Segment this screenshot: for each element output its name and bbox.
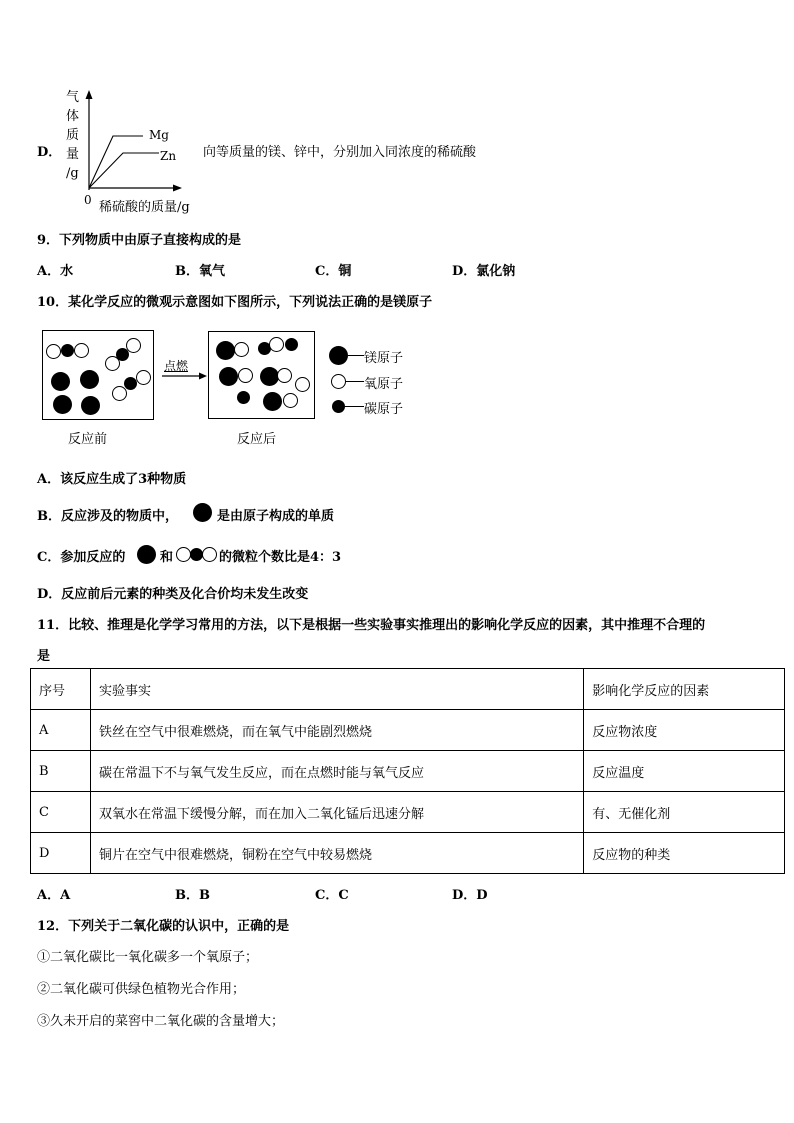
magnesium-atom: [219, 367, 238, 386]
table-cell: 反应物浓度: [584, 710, 785, 751]
oxygen-atom-icon: [176, 547, 191, 562]
legend-line: [348, 355, 364, 356]
q10-option-a[interactable]: A．该反应生成了3种物质: [37, 472, 187, 487]
q11-option-a[interactable]: A．A: [37, 888, 71, 903]
q12-item-3: ③久未开启的菜窖中二氧化碳的含量增大；: [37, 1014, 285, 1029]
ylabel-char: 量: [66, 147, 80, 162]
q11-option-c[interactable]: C．C: [315, 888, 349, 903]
after-label: 反应后: [237, 432, 277, 447]
oxygen-atom: [136, 370, 151, 385]
q10-stem: 10．某化学反应的微观示意图如下图所示，下列说法正确的是镁原子: [37, 295, 433, 310]
legend-magnesium-icon: [329, 346, 348, 365]
magnesium-atom: [263, 392, 282, 411]
oxygen-atom: [234, 342, 249, 357]
magnesium-atom: [53, 395, 72, 414]
ylabel-char: 体: [66, 109, 80, 124]
ylabel-char: 气: [66, 90, 80, 105]
magnesium-atom: [51, 372, 70, 391]
oxygen-atom: [238, 368, 253, 383]
carbon-atom: [285, 338, 298, 351]
magnesium-atom-icon: [137, 545, 156, 564]
legend-carbon-icon: [332, 400, 345, 413]
table-cell: A: [31, 710, 91, 751]
carbon-atom: [61, 344, 74, 357]
reaction-arrow: [160, 371, 208, 381]
q12-stem: 12．下列关于二氧化碳的认识中，正确的是: [37, 919, 290, 934]
q11-option-b[interactable]: B．B: [175, 888, 210, 903]
table-cell: 有、无催化剂: [584, 792, 785, 833]
magnesium-atom-icon: [193, 503, 212, 522]
table-row: [31, 833, 785, 874]
magnesium-atom: [216, 341, 235, 360]
q10-option-c-pre: C．参加反应的: [37, 550, 126, 565]
q10-option-b[interactable]: [37, 505, 178, 524]
oxygen-atom-icon: [202, 547, 217, 562]
magnesium-atom: [81, 396, 100, 415]
series-label-zn: Zn: [160, 149, 177, 163]
reaction-arrow-label: 点燃: [164, 359, 189, 373]
oxygen-atom: [295, 377, 310, 392]
table-cell: B: [31, 751, 91, 792]
q8-option-d-text: 向等质量的镁、锌中，分别加入同浓度的稀硫酸: [203, 145, 477, 160]
oxygen-atom: [126, 338, 141, 353]
oxygen-atom: [283, 393, 298, 408]
table-cell: 反应温度: [584, 751, 785, 792]
table-cell: 双氧水在常温下缓慢分解，而在加入二氧化锰后迅速分解: [90, 792, 583, 833]
table-cell: 铜片在空气中很难燃烧，铜粉在空气中较易燃烧: [90, 833, 583, 874]
table-cell: C: [31, 792, 91, 833]
legend-line: [346, 381, 364, 382]
oxygen-atom: [269, 337, 284, 352]
q9-option-c[interactable]: C．铜: [315, 264, 352, 279]
table-cell: 碳在常温下不与氧气发生反应，而在点燃时能与氧气反应: [90, 751, 583, 792]
oxygen-atom: [277, 368, 292, 383]
series-line-zn: [89, 153, 159, 188]
series-label-mg: Mg: [149, 128, 169, 142]
legend-oxygen-label: 氧原子: [364, 377, 404, 392]
legend-carbon-label: 碳原子: [364, 402, 404, 417]
oxygen-atom: [112, 386, 127, 401]
ylabel-char: 质: [66, 128, 80, 143]
q10-option-c-post: 的微粒个数比是4：3: [219, 550, 342, 565]
legend-magnesium-label: 镁原子: [364, 351, 404, 366]
header-cell: 实验事实: [90, 669, 583, 710]
table-row: [31, 792, 785, 833]
table-row: [31, 710, 785, 751]
graph-origin-label: 0: [84, 193, 92, 207]
q12-item-1: ①二氧化碳比一氧化碳多一个氧原子；: [37, 950, 259, 965]
q10-option-b-post: 是由原子构成的单质: [217, 509, 335, 524]
q8-graph-axes: [84, 90, 194, 196]
table-row: [31, 751, 785, 792]
q8-option-d-label: D．: [37, 145, 62, 160]
before-label: 反应前: [68, 432, 108, 447]
q9-option-b[interactable]: B．氧气: [175, 264, 225, 279]
carbon-atom: [237, 391, 250, 404]
ylabel-char: /g: [66, 166, 79, 181]
table-header-row: [31, 669, 785, 710]
carbon-atom: [124, 377, 137, 390]
q8-graph-ylabel: [66, 88, 82, 183]
q9-option-d[interactable]: D．氯化钠: [452, 264, 516, 279]
q12-item-2: ②二氧化碳可供绿色植物光合作用；: [37, 982, 246, 997]
x-axis-arrow: [173, 185, 182, 192]
header-cell: 序号: [31, 669, 91, 710]
q9-option-a[interactable]: A．水: [37, 264, 74, 279]
oxygen-atom: [46, 344, 61, 359]
legend-oxygen-icon: [331, 374, 346, 389]
magnesium-atom: [80, 370, 99, 389]
graph-xlabel: 稀硫酸的质量/g: [99, 200, 190, 215]
q11-table: [30, 668, 785, 874]
table-cell: D: [31, 833, 91, 874]
header-cell: 影响化学反应的因素: [584, 669, 785, 710]
table-cell: 反应物的种类: [584, 833, 785, 874]
q10-option-c[interactable]: [37, 546, 125, 565]
q10-option-d[interactable]: D．反应前后元素的种类及化合价均未发生改变: [37, 587, 309, 602]
q10-option-b-pre: B．反应涉及的物质中，: [37, 509, 178, 524]
q11-stem-line2: 是: [37, 649, 51, 664]
oxygen-atom: [74, 343, 89, 358]
q11-stem-line1: 11．比较、推理是化学学习常用的方法，以下是根据一些实验事实推理出的影响化学反应的因素，其中推理不合理的: [37, 618, 706, 633]
y-axis-arrow: [86, 90, 93, 99]
legend-line: [345, 406, 364, 407]
q9-stem: 9．下列物质中由原子直接构成的是: [37, 233, 242, 248]
q10-option-c-mid: 和: [160, 550, 174, 565]
q11-option-d[interactable]: D．D: [452, 888, 488, 903]
table-cell: 铁丝在空气中很难燃烧，而在氧气中能剧烈燃烧: [90, 710, 583, 751]
